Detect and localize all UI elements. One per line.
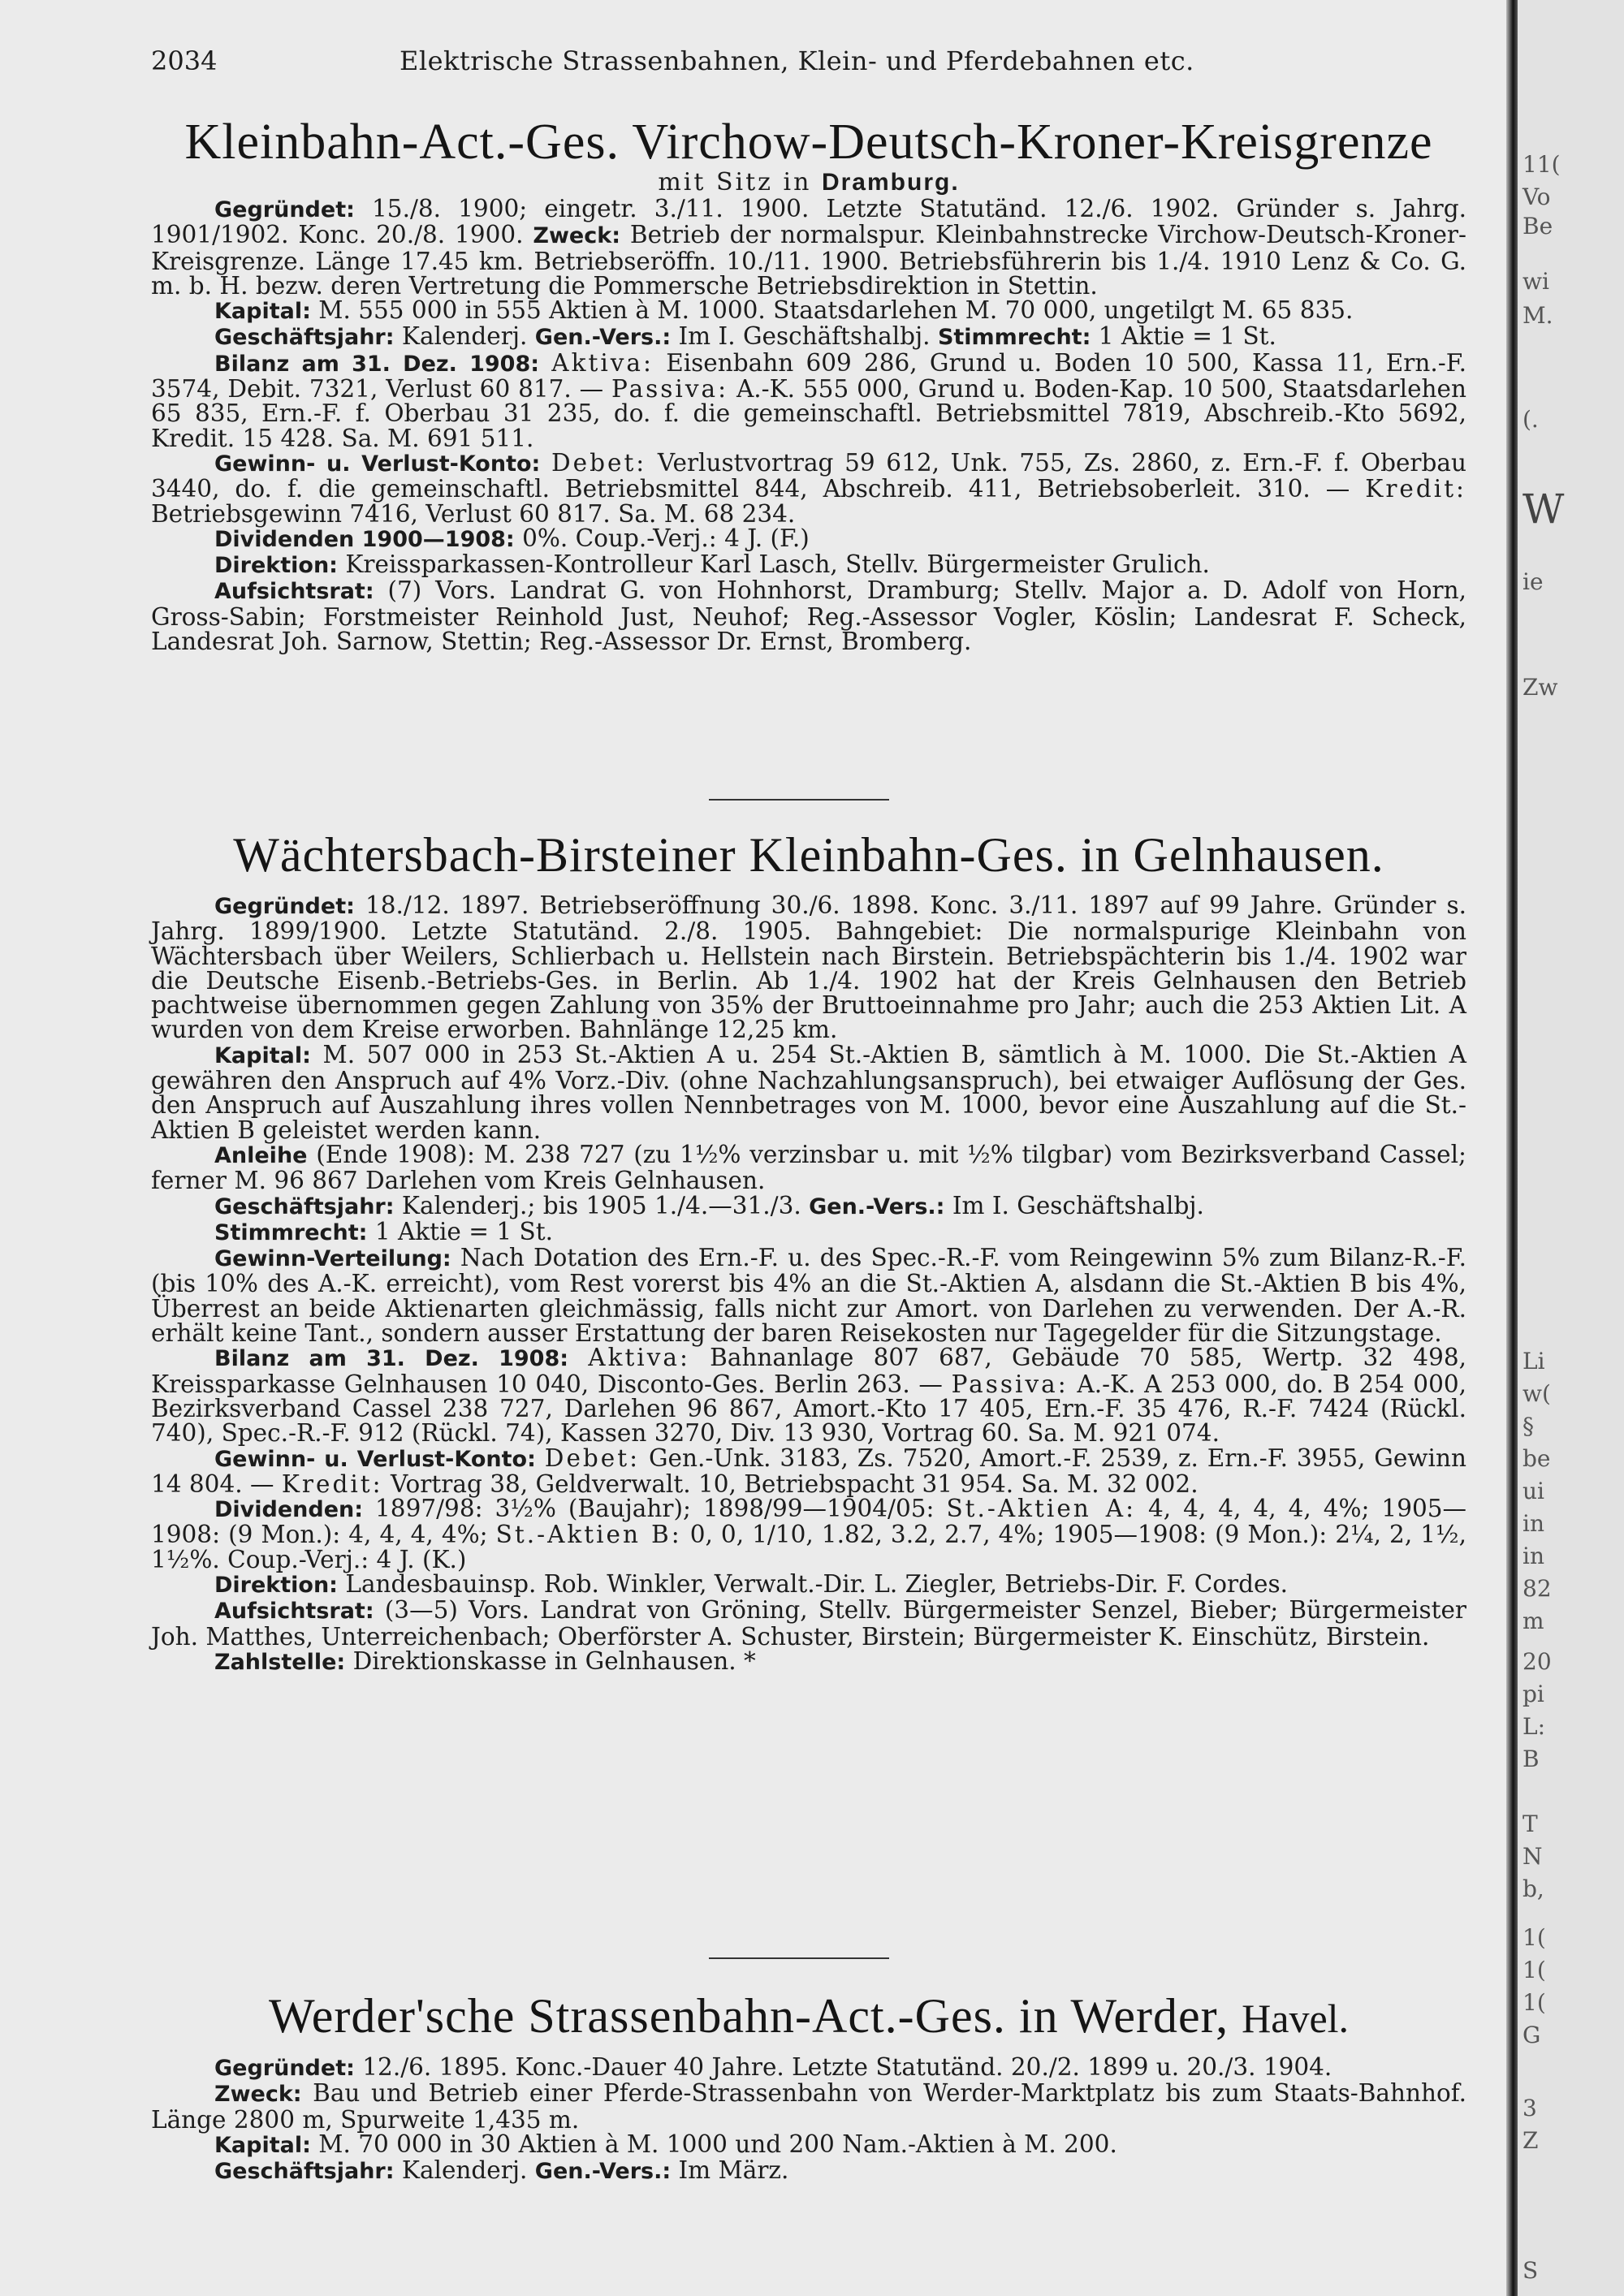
field-text: Bau und Betrieb einer Pferde-Strassenbahn von Werder-Marktplatz bis zum Staats-Bahnhof. Länge 2800 m, Spurweite 1,435 m. [151,2079,1466,2134]
entry-paragraph [151,1598,1466,1649]
field-label: Kapital: [214,299,311,325]
spaced-term: Aktiva: [588,1344,690,1372]
adjacent-page-fragment: ui [1522,1478,1544,1504]
adjacent-page-fragment: in [1522,1510,1544,1537]
field-label: Gen.-Vers.: [534,325,672,351]
page-header [151,45,1466,81]
section-divider [709,799,889,801]
field-label: Gewinn- u. Verlust-Konto: [214,1446,536,1472]
field-label: Bilanz am 31. Dez. 1908: [214,351,540,377]
field-label: Direktion: [214,553,338,579]
adjacent-page-fragment: 1( [1522,1924,1546,1951]
entry-paragraph [151,2055,1466,2081]
field-label: Zweck: [214,2082,302,2108]
field-label: Geschäftsjahr: [214,1193,395,1219]
spaced-term: St.-Aktien B: [495,1521,682,1549]
adjacent-page-fragment: 20 [1522,1648,1552,1675]
field-label: Geschäftsjahr: [214,2159,395,2185]
field-label: Direktion: [214,1573,338,1599]
entry-subtitle [151,169,1466,196]
field-text: 12./6. 1895. Konc.-Dauer 40 Jahre. Letzte Statutänd. 20./2. 1899 u. 20./3. 1904. [354,2053,1332,2081]
spaced-term: St.-Aktien A: [946,1495,1137,1523]
spaced-term: Aktiva: [551,348,654,377]
title-main: Werder'sche Strassenbahn-Act.-Ges. in Werder, [268,1989,1229,2043]
field-text: (7) Vors. Landrat G. von Hohnhorst, Dramburg; Stellv. Major a. D. Adolf von Horn, Gross-Sabin; Forstmeister Reinhold Just, Neuhof; Reg.-Assessor Vogler, Köslin; Landesrat F. Scheck, Landesrat Joh. Sarnow, Stettin; Reg.-Assessor Dr. Ernst, Bromberg. [151,576,1466,656]
field-label: Anleihe [214,1142,308,1168]
adjacent-page-fragment: Li [1522,1348,1545,1375]
adjacent-page-fragment: b, [1522,1875,1544,1902]
adjacent-page-fragment: w( [1522,1380,1551,1407]
field-text: Im I. Geschäftshalbj. [944,1191,1204,1219]
field-label: Stimmrecht: [214,1219,368,1245]
field-label: Stimmrecht: [937,325,1091,351]
entry-paragraph [151,2081,1466,2132]
adjacent-page-fragment: 11( [1522,151,1561,178]
field-text: Gen.-Unk. 3183, Zs. 7520, Amort.-F. 2539, z. Ern.-F. 3955, Gewinn 14 804. — [151,1444,1466,1498]
adjacent-page-edge [1518,0,1624,2296]
adjacent-page-fragment: be [1522,1445,1551,1472]
field-label: Gegründet: [214,2056,355,2081]
field-label: Gewinn-Verteilung: [214,1246,451,1272]
adjacent-page-fragment: ie [1522,568,1544,595]
field-label: Kapital: [214,1042,311,1068]
field-text: Kreissparkassen-Kontrolleur Karl Lasch, Stellv. Bürgermeister Grulich. [337,550,1210,579]
spaced-term: Passiva: [951,1370,1069,1398]
field-text: 4, 4, 4, 4, 4, 4%; 1905—1908: (9 Mon.): 4, 4, 4, 4%; [151,1495,1466,1549]
book-gutter [1506,0,1518,2296]
entry-paragraph [151,1446,1466,1497]
field-text: M. 507 000 in 253 St.-Aktien A u. 254 St.-Aktien B, sämtlich à M. 1000. Die St.-Aktien A gewähren den Anspruch auf 4% Vorz.-Div. (ohne Nachzahlungsanspruch), bei etwaiger Auflösung der Ges. den Anspruch auf Auszahlung ihres vollen Nennbetrages von M. 1000, bevor eine Auszahlung auf die St.-Aktien B geleistet werden kann. [151,1040,1466,1144]
field-label: Aufsichtsrat: [214,579,374,605]
field-text: Eisenbahn 609 286, Grund u. Boden 10 500, Kassa 11, Ern.-F. 3574, Debit. 7321, Verlust 60 817. — [151,348,1467,404]
field-text: Landesbauinsp. Rob. Winkler, Verwalt.-Dir. L. Ziegler, Betriebs-Dir. F. Cordes. [337,1570,1288,1599]
adjacent-page-fragment: 82 [1522,1575,1552,1602]
field-text: 1 Aktie = 1 St. [367,1217,553,1245]
field-text: 1897/98: 3½% (Baujahr); 1898/99—1904/05: [363,1495,947,1523]
adjacent-page-fragment: Vo [1522,183,1551,210]
entry-paragraph [151,2132,1466,2158]
subtitle-place: Dramburg. [821,169,960,196]
subtitle-prefix: mit Sitz in [658,168,812,196]
adjacent-page-fragment: pi [1522,1681,1544,1707]
entry-virchow [151,115,1466,654]
field-text: Im März. [671,2156,789,2185]
entry-paragraph [151,1142,1466,1193]
field-text: Betriebsgewinn 7416, Verlust 60 817. Sa. M. 68 234. [151,499,796,528]
entry-paragraph [151,1042,1466,1142]
entry-paragraph [151,298,1466,324]
entry-paragraph [151,526,1466,552]
field-label: Aufsichtsrat: [214,1599,374,1625]
entry-paragraph [151,552,1466,578]
spaced-term: Debet: [551,448,647,477]
adjacent-page-fragment: 1( [1522,1957,1546,1983]
entry-paragraph [151,1496,1466,1572]
entry-paragraph [151,2158,1466,2184]
field-text: Vortrag 38, Geldverwalt. 10, Betriebspacht 31 954. Sa. M. 32 002. [382,1470,1199,1498]
entry-paragraph [151,1244,1466,1348]
adjacent-page-fragment: Be [1522,213,1553,240]
field-label: Zahlstelle: [214,1649,346,1675]
field-label: Kapital: [214,2132,311,2158]
field-label: Gen.-Vers.: [534,2159,672,2185]
field-text: Nach Dotation des Ern.-F. u. des Spec.-R.-F. vom Reingewinn 5% zum Bilanz-R.-F. (bis 10% des A.-K. erreicht), vom Rest vorerst bis 4% an die St.-Aktien A, alsdann die St.-Aktien B bis 4%, Überrest an beide Aktienarten gleichmässig, falls nicht zur Amort. von Darlehen zu verwenden. Der A.-R. erhält keine Tant., sondern ausser Erstattung der baren Reisekosten nur Tagegelder für die Sitzungstage. [151,1244,1466,1348]
field-text: Kalenderj.; bis 1905 1./4.—31./3. [394,1191,810,1219]
field-text: Direktionskasse in Gelnhausen. * [345,1646,756,1675]
field-text: Kalenderj. [394,322,535,351]
entry-paragraph [151,448,1466,528]
entry-paragraph [151,348,1467,452]
entry-paragraph [151,324,1466,350]
field-label: Gegründet: [214,197,355,222]
adjacent-page-fragment: N [1522,1843,1543,1870]
entry-paragraph [151,1193,1466,1219]
field-text [568,1344,588,1371]
entry-waechtersbach [151,828,1466,1675]
field-label: Zweck: [533,223,620,249]
field-label: Gen.-Vers.: [809,1193,945,1219]
entry-paragraph [151,893,1466,1042]
field-text: Im I. Geschäftshalbj. [671,322,938,351]
field-text [540,449,551,477]
entry-werder [151,1989,1466,2184]
entry-paragraph [151,1219,1466,1245]
field-label: Dividenden: [214,1497,364,1523]
entry-paragraph [151,578,1466,654]
adjacent-page-fragment: L: [1522,1713,1546,1740]
adjacent-page-fragment: m [1522,1608,1544,1634]
entry-title [151,1989,1466,2045]
field-label: Gewinn- u. Verlust-Konto: [214,451,541,477]
field-text: (3—5) Vors. Landrat von Gröning, Stellv. Bürgermeister Senzel, Bieber; Bürgermeister Joh. Matthes, Unterreichenbach; Oberförster A. Schuster, Birstein; Bürgermeister K. Einschütz, Birstein. [151,1596,1466,1651]
spaced-term: Kredit: [1365,475,1466,503]
adjacent-page-fragment: 1( [1522,1989,1546,2016]
field-text: M. 70 000 in 30 Aktien à M. 1000 und 200 Nam.-Aktien à M. 200. [310,2130,1117,2158]
field-text: A.-K. 555 000, Grund u. Boden-Kap. 10 500, Staatsdarlehen 65 835, Ern.-F. f. Oberbau 31 235, do. f. die gemeinschaftl. Betriebsmittel 7819, Abschreib.-Kto 5692, Kredit. 15 428. Sa. M. 691 511. [151,375,1467,452]
entry-body [151,196,1466,654]
adjacent-page-fragment: § [1522,1413,1534,1439]
adjacent-page-fragment: Z [1522,2127,1539,2154]
spaced-term: Passiva: [611,375,729,404]
entry-paragraph [151,1344,1466,1448]
adjacent-page-fragment: wi [1522,268,1549,295]
adjacent-page-fragment: (. [1522,406,1539,433]
field-label: Bilanz am 31. Dez. 1908: [214,1346,569,1372]
field-text: (Ende 1908): M. 238 727 (zu 1½% verzinsbar u. mit ½% tilgbar) vom Bezirksverband Cassel; ferner M. 96 867 Darlehen vom Kreis Gelnhausen. [151,1140,1466,1195]
adjacent-page-fragment: T [1522,1810,1538,1837]
spaced-term: Kredit: [281,1470,383,1498]
field-text: 18./12. 1897. Betriebseröffnung 30./6. 1898. Konc. 3./11. 1897 auf 99 Jahre. Gründer s. Jahrg. 1899/1900. Letzte Statutänd. 2./8. 1905. Bahngebiet: Die normalspurige Kleinbahn von Wächtersbach über Weilers, Schlierbach u. Hellstein nach Birstein. Betriebspächterin bis 1./4. 1902 war die Deutsche Eisenb.-Betriebs-Ges. in Berlin. Ab 1./4. 1902 hat der Kreis Gelnhausen den Betrieb pachtweise übernommen gegen Zahlung von 35% der Bruttoeinnahme pro Jahr; auch die 253 Aktien Lit. A wurden von dem Kreise erworben. Bahnlänge 12,25 km. [151,891,1466,1044]
field-text: 0%. Coup.-Verj.: 4 J. (F.) [514,524,810,552]
page-number: 2034 [151,45,218,76]
field-text: Bahnanlage 807 687, Gebäude 70 585, Wertp. 32 498, Kreissparkasse Gelnhausen 10 040, Disconto-Ges. Berlin 263. — [151,1344,1466,1398]
field-label: Dividenden 1900—1908: [214,526,515,552]
adjacent-page-fragment: 3 [1522,2095,1537,2121]
field-text: Verlustvortrag 59 612, Unk. 755, Zs. 2860, z. Ern.-F. f. Oberbau 3440, do. f. die gemeinschaftl. Betriebsmittel 844, Abschreib. 411, Betriebsoberleit. 310. — [151,448,1466,503]
section-divider [709,1957,889,1959]
entry-title: Kleinbahn-Act.-Ges. Virchow-Deutsch-Kroner-Kreisgrenze [184,114,1433,170]
entry-paragraph [151,1572,1466,1598]
adjacent-page-fragment: Zw [1522,674,1558,701]
entry-body [151,893,1466,1675]
adjacent-page-fragment: W [1522,486,1565,533]
field-text: M. 555 000 in 555 Aktien à M. 1000. Staatsdarlehen M. 70 000, ungetilgt M. 65 835. [310,296,1354,325]
entry-title: Wächtersbach-Birsteiner Kleinbahn-Ges. in Gelnhausen. [233,828,1384,882]
adjacent-page-fragment: S [1522,2257,1539,2284]
field-text: Betrieb der normalspur. Kleinbahnstrecke Virchow-Deutsch-Kroner-Kreisgrenze. Länge 17.45 km. Betriebseröffn. 10./11. 1900. Betriebsführerin bis 1./4. 1910 Lenz & Co. G. m. b. H. bezw. deren Vertretung die Pommersche Betriebsdirektion in Stettin. [151,221,1466,300]
adjacent-page-fragment: B [1522,1746,1540,1772]
running-title: Elektrische Strassenbahnen, Klein- und Pferdebahnen etc. [400,45,1194,76]
adjacent-page-fragment: M. [1522,302,1553,329]
field-text: Kalenderj. [394,2156,535,2185]
entry-paragraph [151,1646,1466,1675]
field-text: 0, 0, 1/10, 1.82, 3.2, 2.7, 4%; 1905—1908: (9 Mon.): 2¼, 2, 1½, 1½%. Coup.-Verj.: 4 J. (K.) [151,1521,1466,1573]
field-label: Geschäftsjahr: [214,325,395,351]
adjacent-page-fragment: in [1522,1543,1544,1569]
spaced-term: Debet: [544,1444,641,1472]
field-text: A.-K. A 253 000, do. B 254 000, Bezirksverband Cassel 238 727, Darlehen 96 867, Amort.-Kto 17 405, Ern.-F. 35 476, R.-F. 7424 (Rückl. 740), Spec.-R.-F. 912 (Rückl. 74), Kassen 3270, Div. 13 930, Vortrag 60. Sa. M. 921 074. [151,1370,1466,1448]
field-text [539,349,551,377]
field-text [536,1444,545,1472]
title-place: Havel. [1242,1996,1350,2041]
entry-paragraph [151,196,1466,298]
field-text: 15./8. 1900; eingetr. 3./11. 1900. Letzte Statutänd. 12./6. 1902. Gründer s. Jahrg. 1901/1902. Konc. 20./8. 1900. [151,195,1466,249]
entry-body [151,2055,1466,2184]
field-label: Gegründet: [214,894,355,919]
adjacent-page-fragment: G [1522,2022,1541,2048]
field-text: 1 Aktie = 1 St. [1091,322,1276,351]
